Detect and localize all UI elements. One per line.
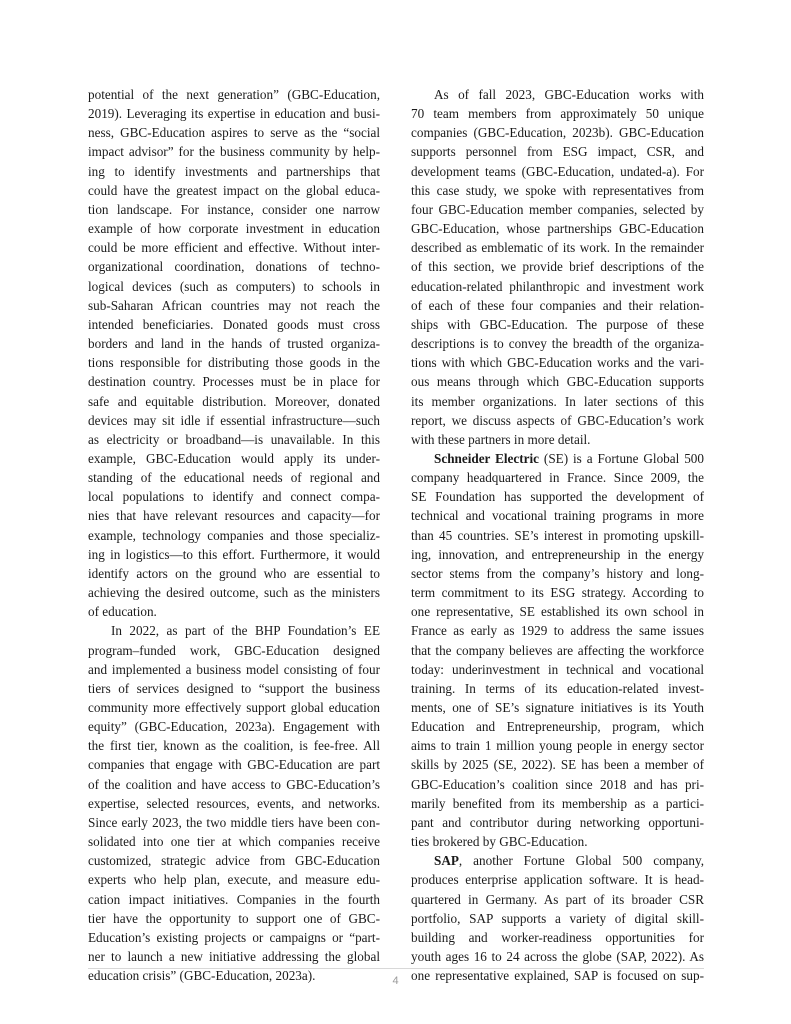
text-line: devices may sit idle if essential infrastructure—such [88, 412, 380, 428]
page-number: 4 [392, 975, 399, 987]
text-line: and implemented a business model consisting of four [88, 661, 380, 677]
text-line: expertise, selected resources, events, and networks. [88, 795, 380, 811]
text-line: tiers of services designed to “support the business [88, 680, 380, 696]
text-line: technical and vocational training programs in more [411, 508, 704, 524]
text-line: its member organizations. In later sections of this [411, 393, 704, 409]
text-line: pant and contributor during networking opportuni- [411, 814, 704, 830]
text-line: could be more efficient and effective. Without inter- [88, 240, 380, 256]
text-line: one representative, SE established its own school in [411, 604, 704, 620]
text-line: of this section, we provide brief descriptions of the [411, 259, 704, 275]
text-line: building and worker-readiness opportunities for [411, 929, 704, 945]
text-line: identify actors on the ground who are essential to [88, 565, 380, 581]
text-line: this case study, we spoke with representatives from [411, 182, 704, 198]
text-line: as electricity or broadband—is unavailable. In this [88, 431, 380, 447]
text-line: customized, strategic advice from GBC-Education [88, 853, 380, 869]
text-line: As of fall 2023, GBC-Education works with [434, 87, 704, 102]
text-line: of the coalition and have access to GBC-Education’s [88, 776, 380, 792]
text-line: ous means through which GBC-Education supports [411, 374, 704, 390]
text-line: education crisis” (GBC-Education, 2023a). [88, 968, 316, 984]
company-name-sap: SAP [434, 853, 459, 869]
text-line: ments, one of SE’s signature initiatives is its Youth [411, 700, 704, 715]
text-fragment: (SE) is a Fortune Global 500 [539, 450, 704, 466]
text-line: standing of the educational needs of regional and [88, 470, 380, 486]
text-line: of education. [88, 604, 157, 620]
text-line: with these partners in more detail. [411, 431, 591, 447]
text-line: companies (GBC-Education, 2023b). GBC-Education [411, 125, 704, 141]
text-line: described as emblematic of its work. In the remainder [411, 240, 704, 256]
text-line: quartered in Germany. As part of its broader CSR [411, 891, 704, 907]
text-line: equity” (GBC-Education, 2023a). Engagement with [88, 719, 380, 735]
text-line: safe and equitable distribution. Moreover, donated [88, 393, 380, 409]
text-line: produces enterprise application software. It is head- [411, 872, 704, 888]
text-line: could have the greatest impact on the global educa- [88, 182, 380, 198]
text-line: intended beneficiaries. Donated goods must cross [88, 316, 380, 332]
text-line: one representative explained, SAP is focused on sup- [411, 968, 704, 984]
text-line: skills by 2025 (SE, 2022). SE has been a member of [411, 757, 704, 773]
text-line: program–funded work, GBC-Education designed [88, 642, 380, 658]
text-line: example, technology companies and those specializ- [88, 527, 380, 543]
text-line: ing to identify investments and partnerships that [88, 163, 380, 179]
text-line: portfolio, SAP supports a variety of digital skill- [411, 910, 704, 926]
text-line: companies that engage with GBC-Education are part [88, 757, 380, 773]
text-line: marily benefited from its membership as a partici- [411, 795, 704, 811]
text-line [411, 449, 704, 468]
text-line: today: underinvestment in technical and vocational [411, 661, 704, 677]
text-line: ing in logistics—to this effort. Furthermore, it would [88, 546, 380, 562]
text-line: example of how corporate investment in education [88, 221, 380, 237]
text-line: ties brokered by GBC-Education. [411, 834, 588, 850]
text-line: ness, GBC-Education aspires to serve as the “social [88, 125, 380, 141]
text-line: four GBC-Education member companies, selected by [411, 201, 704, 217]
text-line: sub-Saharan African countries may not reach the [88, 297, 380, 313]
text-line: ships with GBC-Education. The purpose of these [411, 316, 704, 332]
text-line: Since early 2023, the two middle tiers have been con- [88, 814, 380, 830]
text-line: 2019). Leveraging its expertise in education and busi- [88, 106, 380, 122]
text-line: organizational coordination, donations of techno- [88, 259, 380, 275]
text-line: local populations to identify and connect compa- [88, 489, 380, 505]
left-text-column [88, 85, 380, 985]
text-line: In 2022, as part of the BHP Foundation’s EE [111, 623, 380, 639]
text-line: SE Foundation has supported the development of [411, 489, 704, 505]
text-line: education-related philanthropic and investment work [411, 278, 704, 294]
text-line: tier have the opportunity to support one of GBC- [88, 910, 380, 926]
text-line: GBC-Education’s coalition since 2018 and has pri- [411, 776, 704, 792]
text-line: GBC-Education, whose partnerships GBC-Education [411, 221, 704, 237]
text-line: the first tier, known as the coalition, is fee-free. All [88, 738, 380, 754]
text-line: term commitment to its ESG strategy. According to [411, 585, 704, 601]
text-line: supports personnel from ESG impact, CSR, and [411, 144, 704, 160]
text-line: tions with which GBC-Education works and the vari- [411, 355, 704, 371]
text-line: impact advisor” for the business community by help- [88, 144, 380, 160]
text-line: example, GBC-Education would apply its under- [88, 450, 380, 466]
text-line: cation impact initiatives. Companies in the fourth [88, 891, 380, 907]
text-line: France as early as 1929 to address the same issues [411, 623, 704, 639]
text-line: Education and Entrepreneurship, program, which [411, 719, 704, 735]
text-line: aims to train 1 million young people in energy sector [411, 738, 704, 754]
text-line: than 45 countries. SE’s interest in promoting upskill- [411, 527, 704, 543]
text-line: company headquartered in France. Since 2009, the [411, 470, 704, 486]
text-line: tions responsible for distributing those goods in the [88, 355, 380, 371]
text-line: destination country. Processes must be in place for [88, 374, 380, 390]
text-line: logical devices (such as computers) to schools in [88, 278, 380, 294]
company-name-schneider-electric: Schneider Electric [434, 450, 540, 466]
text-line: descriptions is to convey the breadth of the organiza- [411, 336, 704, 352]
text-line: development teams (GBC-Education, undated-a). For [411, 163, 704, 179]
text-line: potential of the next generation” (GBC-Education, [88, 87, 380, 102]
text-line: borders and land in the hands of trusted organiza- [88, 336, 380, 352]
text-line [411, 851, 704, 870]
footer-divider [88, 968, 704, 969]
text-line: of each of these four companies and their relation- [411, 297, 704, 313]
text-line: achieving the desired outcome, such as the ministers [88, 585, 380, 601]
text-line: ing, innovation, and entrepreneurship in the energy [411, 546, 704, 562]
text-line: ner to launch a new initiative addressing the global [88, 949, 380, 965]
text-line: youth ages 16 to 24 across the globe (SAP, 2022). As [411, 949, 704, 965]
text-line: training. In terms of its education-related invest- [411, 680, 704, 696]
text-line: community more effectively support global education [88, 700, 380, 715]
right-text-column [411, 85, 704, 985]
text-line: 70 team members from approximately 50 unique [411, 106, 704, 122]
text-fragment: , another Fortune Global 500 company, [458, 853, 704, 869]
text-line: report, we discuss aspects of GBC-Education’s work [411, 412, 704, 428]
text-line: sector stems from the company’s history and long- [411, 565, 704, 581]
text-line: tion landscape. For instance, consider one narrow [88, 201, 380, 217]
text-line: solidated into one tier at which companies receive [88, 834, 380, 850]
text-line: that the company believes are affecting the workforce [411, 642, 704, 658]
text-line: nies that have relevant resources and capacity—for [88, 508, 380, 524]
text-line: experts who help plan, execute, and measure edu- [88, 872, 380, 888]
text-line: Education’s existing projects or campaigns or “part- [88, 929, 380, 945]
